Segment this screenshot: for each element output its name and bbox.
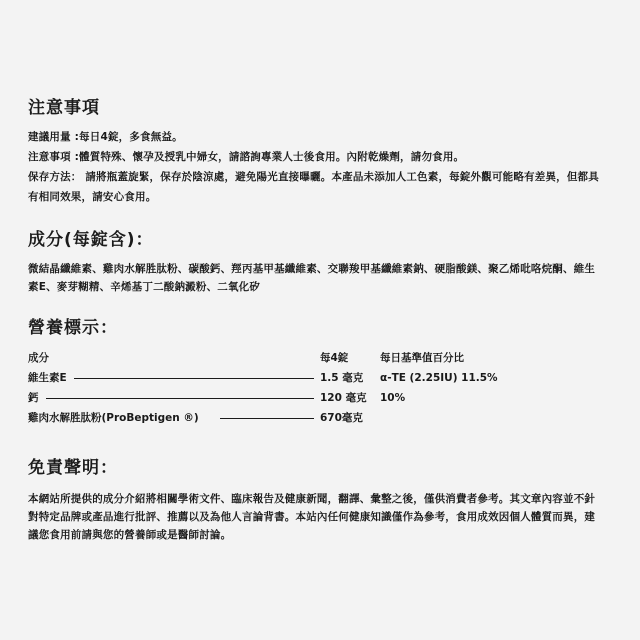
- notice-title: 注意事項: [28, 98, 100, 118]
- usage-text: 建議用量 :每日4錠，多食無益。: [28, 131, 183, 143]
- nutrition-row: [28, 388, 628, 408]
- nutrient-pct: α-TE (2.25IU) 11.5%: [380, 372, 498, 384]
- leader-line: [46, 398, 314, 399]
- header-pct: 每日基準值百分比: [380, 352, 464, 364]
- disclaimer-section: [28, 458, 628, 544]
- nutrient-name: 維生素E: [28, 372, 67, 384]
- ingredients-line-2: 素E、麥芽糊精、辛烯基丁二酸鈉澱粉、二氧化矽: [28, 281, 261, 293]
- nutrition-row: [28, 368, 628, 388]
- storage-text-line-1: 保存方法： 請將瓶蓋旋緊，保存於陰涼處，避免陽光直接曝曬。本產品未添加人工色素，每錠外觀可能略有差異，但都具: [28, 171, 599, 183]
- leader-line: [74, 378, 314, 379]
- nutrient-amount: 1.5 毫克: [320, 372, 364, 384]
- storage-text-line-2: 有相同效果，請安心食用。: [28, 191, 157, 203]
- ingredients-section: [28, 230, 628, 296]
- header-name: 成分: [28, 352, 49, 364]
- disclaimer-line-3: 議您食用前請與您的營養師或是醫師討論。: [28, 529, 232, 541]
- nutrition-table: [28, 348, 628, 428]
- disclaimer-line-2: 對特定品牌或產品進行批評、推薦以及為他人言論背書。本站內任何健康知識僅作為參考，食用成效因個人體質而異，建: [28, 511, 596, 523]
- header-amount: 每4錠: [320, 352, 349, 364]
- caution-text: 注意事項 :體質特殊、懷孕及授乳中婦女，請諮詢專業人士後食用。內附乾燥劑，請勿食用。: [28, 151, 465, 163]
- nutrition-section: [28, 318, 628, 338]
- leader-line: [220, 418, 314, 419]
- nutrient-pct: 10%: [380, 392, 406, 404]
- nutrient-amount: 670毫克: [320, 412, 363, 424]
- nutrition-row: [28, 408, 628, 428]
- ingredients-title: 成分(每錠含)：: [28, 230, 154, 250]
- nutrition-title: 營養標示：: [28, 318, 118, 338]
- disclaimer-line-1: 本網站所提供的成分介紹將相關學術文件、臨床報告及健康新聞，翻譯、彙整之後，僅供消費者參考。其文章內容並不針: [28, 493, 596, 505]
- nutrient-amount: 120 毫克: [320, 392, 367, 404]
- nutrition-header-row: [28, 348, 628, 368]
- ingredients-line-1: 微結晶纖維素、雞肉水解胜肽粉、碳酸鈣、羥丙基甲基纖維素、交聯羧甲基纖維素鈉、硬脂酸鎂、聚乙烯吡咯烷酮、維生: [28, 263, 596, 275]
- nutrient-name: 鈣: [28, 392, 39, 404]
- disclaimer-title: 免責聲明：: [28, 458, 118, 478]
- notice-section: [28, 98, 628, 208]
- nutrient-name: 雞肉水解胜肽粉(ProBeptigen ®): [28, 412, 199, 424]
